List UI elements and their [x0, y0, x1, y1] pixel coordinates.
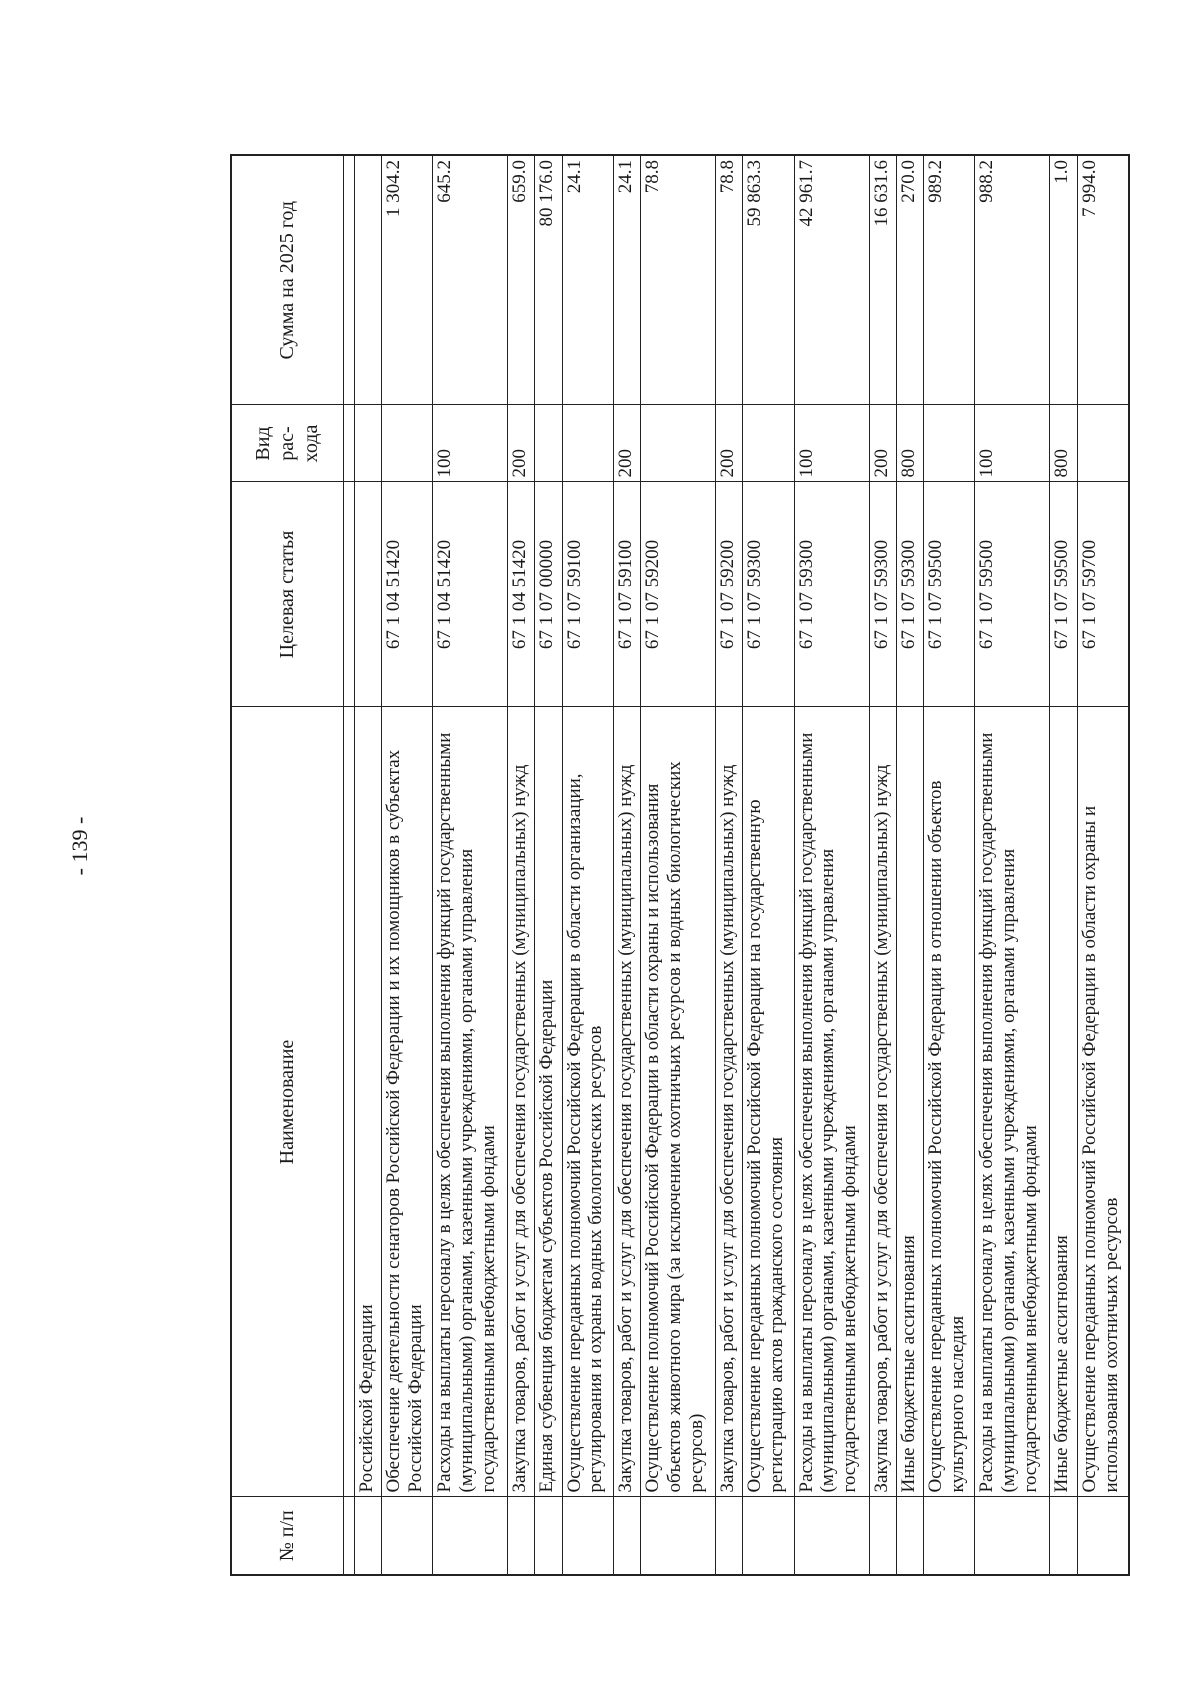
cell-kind: 800: [896, 405, 923, 482]
cell-target: 67 1 07 59300: [869, 482, 896, 707]
cell-num: [896, 1497, 923, 1575]
cell-kind: 200: [613, 405, 640, 482]
table-body: [343, 155, 1129, 1575]
cell-kind: [1077, 405, 1129, 482]
cell-target: 67 1 07 59700: [1077, 482, 1129, 707]
table-header-row: [231, 155, 343, 1575]
cell-target: 67 1 07 59500: [1050, 482, 1077, 707]
cell-num: [716, 1497, 743, 1575]
cell-target: [354, 482, 381, 707]
header-name: Наименование: [231, 707, 343, 1497]
cell-amount: 1 304.2: [381, 155, 432, 405]
cell-name: Осуществление переданных полномочий Российской Федерации на государственную регистрацию актов гражданского состояния: [743, 707, 794, 1497]
cell-amount: 16 631.6: [869, 155, 896, 405]
cell-name: Осуществление переданных полномочий Российской Федерации в области организации, регулирования и охраны водных биологических ресурсов: [562, 707, 613, 1497]
cell-target: 67 1 07 59300: [794, 482, 869, 707]
table-row: [343, 155, 354, 1575]
table-row: [562, 155, 613, 1575]
cell-amount: 270.0: [896, 155, 923, 405]
cell-name: Единая субвенция бюджетам субъектов Российской Федерации: [535, 707, 562, 1497]
cell-target: 67 1 07 59100: [562, 482, 613, 707]
cell-num: [535, 1497, 562, 1575]
cell-target: 67 1 04 51420: [508, 482, 535, 707]
cell-kind: 200: [716, 405, 743, 482]
table-row: [1050, 155, 1077, 1575]
cell-num: [1050, 1497, 1077, 1575]
cell-num: [640, 1497, 715, 1575]
cell-kind: [535, 405, 562, 482]
cell-kind: [381, 405, 432, 482]
cell-amount: 645.2: [432, 155, 507, 405]
header-target: Целевая статья: [231, 482, 343, 707]
cell-target: 67 1 04 51420: [381, 482, 432, 707]
cell-name: Осуществление переданных полномочий Российской Федерации в отношении объектов культурного наследия: [924, 707, 975, 1497]
header-amount: Сумма на 2025 год: [231, 155, 343, 405]
table-row: [613, 155, 640, 1575]
cell-num: [1077, 1497, 1129, 1575]
cell-amount: 78.8: [716, 155, 743, 405]
cell-kind: 100: [432, 405, 507, 482]
cell-target: 67 1 07 59200: [640, 482, 715, 707]
cell-num: [869, 1497, 896, 1575]
cell-amount: 7 994.0: [1077, 155, 1129, 405]
table-row: [975, 155, 1050, 1575]
cell-name: Иные бюджетные ассигнования: [896, 707, 923, 1497]
table-row: [1077, 155, 1129, 1575]
cell-name: Осуществление полномочий Российской Федерации в области охраны и использования объектов животного мира (за исключением охотничьих ресурсов и водных биологических ресурсов): [640, 707, 715, 1497]
cell-target: 67 1 04 51420: [432, 482, 507, 707]
cell-num: [508, 1497, 535, 1575]
cell-name: Российской Федерации: [354, 707, 381, 1497]
cell-num: [343, 1497, 354, 1575]
cell-num: [354, 1497, 381, 1575]
cell-kind: [743, 405, 794, 482]
cell-amount: 80 176.0: [535, 155, 562, 405]
cell-target: 67 1 07 59300: [743, 482, 794, 707]
cell-num: [924, 1497, 975, 1575]
table-row: [924, 155, 975, 1575]
table-row: [535, 155, 562, 1575]
cell-amount: 78.8: [640, 155, 715, 405]
table-row: [354, 155, 381, 1575]
cell-name: Закупка товаров, работ и услуг для обеспечения государственных (муниципальных) нужд: [508, 707, 535, 1497]
table-row: [794, 155, 869, 1575]
cell-kind: 100: [975, 405, 1050, 482]
cell-num: [743, 1497, 794, 1575]
cell-kind: 100: [794, 405, 869, 482]
table-row: [432, 155, 507, 1575]
cell-num: [613, 1497, 640, 1575]
table-row: [508, 155, 535, 1575]
cell-name: Закупка товаров, работ и услуг для обеспечения государственных (муниципальных) нужд: [869, 707, 896, 1497]
cell-num: [381, 1497, 432, 1575]
cell-target: 67 1 07 59300: [896, 482, 923, 707]
cell-kind: [343, 405, 354, 482]
cell-amount: 989.2: [924, 155, 975, 405]
cell-kind: 200: [869, 405, 896, 482]
cell-name: Осуществление переданных полномочий Российской Федерации в области охраны и использования охотничьих ресурсов: [1077, 707, 1129, 1497]
cell-name: Иные бюджетные ассигнования: [1050, 707, 1077, 1497]
cell-amount: 1.0: [1050, 155, 1077, 405]
cell-target: 67 1 07 59100: [613, 482, 640, 707]
cell-amount: 59 863.3: [743, 155, 794, 405]
page-number: - 139 -: [67, 816, 92, 876]
cell-name: Закупка товаров, работ и услуг для обеспечения государственных (муниципальных) нужд: [716, 707, 743, 1497]
table-row: [716, 155, 743, 1575]
cell-name: Расходы на выплаты персоналу в целях обеспечения выполнения функций государственными (муниципальными) органами, казенными учреждениями, органами управления государственными внебюджетными фондами: [794, 707, 869, 1497]
cell-target: 67 1 07 59500: [975, 482, 1050, 707]
cell-num: [794, 1497, 869, 1575]
cell-num: [975, 1497, 1050, 1575]
header-num: № п/п: [231, 1497, 343, 1575]
table-row: [896, 155, 923, 1575]
cell-target: [343, 482, 354, 707]
cell-amount: 24.1: [562, 155, 613, 405]
cell-kind: 800: [1050, 405, 1077, 482]
cell-kind: [354, 405, 381, 482]
rotated-table-container: [230, 156, 1130, 1576]
cell-name: Закупка товаров, работ и услуг для обеспечения государственных (муниципальных) нужд: [613, 707, 640, 1497]
cell-amount: 659.0: [508, 155, 535, 405]
cell-num: [562, 1497, 613, 1575]
cell-target: 67 1 07 59200: [716, 482, 743, 707]
cell-name: Расходы на выплаты персоналу в целях обеспечения выполнения функций государственными (муниципальными) органами, казенными учреждениями, органами управления государственными внебюджетными фондами: [975, 707, 1050, 1497]
cell-amount: 24.1: [613, 155, 640, 405]
cell-name: Расходы на выплаты персоналу в целях обеспечения выполнения функций государственными (муниципальными) органами, казенными учреждениями, органами управления государственными внебюджетными фондами: [432, 707, 507, 1497]
cell-target: 67 1 07 59500: [924, 482, 975, 707]
cell-kind: [924, 405, 975, 482]
cell-amount: [354, 155, 381, 405]
cell-num: [432, 1497, 507, 1575]
cell-amount: [343, 155, 354, 405]
cell-amount: 988.2: [975, 155, 1050, 405]
budget-table: [230, 154, 1130, 1576]
header-kind: Вид рас- хода: [231, 405, 343, 482]
cell-kind: 200: [508, 405, 535, 482]
table-row: [743, 155, 794, 1575]
cell-amount: 42 961.7: [794, 155, 869, 405]
cell-kind: [562, 405, 613, 482]
table-row: [640, 155, 715, 1575]
cell-kind: [640, 405, 715, 482]
cell-name: [343, 707, 354, 1497]
cell-target: 67 1 07 00000: [535, 482, 562, 707]
cell-name: Обеспечение деятельности сенаторов Российской Федерации и их помощников в субъектах Российской Федерации: [381, 707, 432, 1497]
table-row: [381, 155, 432, 1575]
table-row: [869, 155, 896, 1575]
